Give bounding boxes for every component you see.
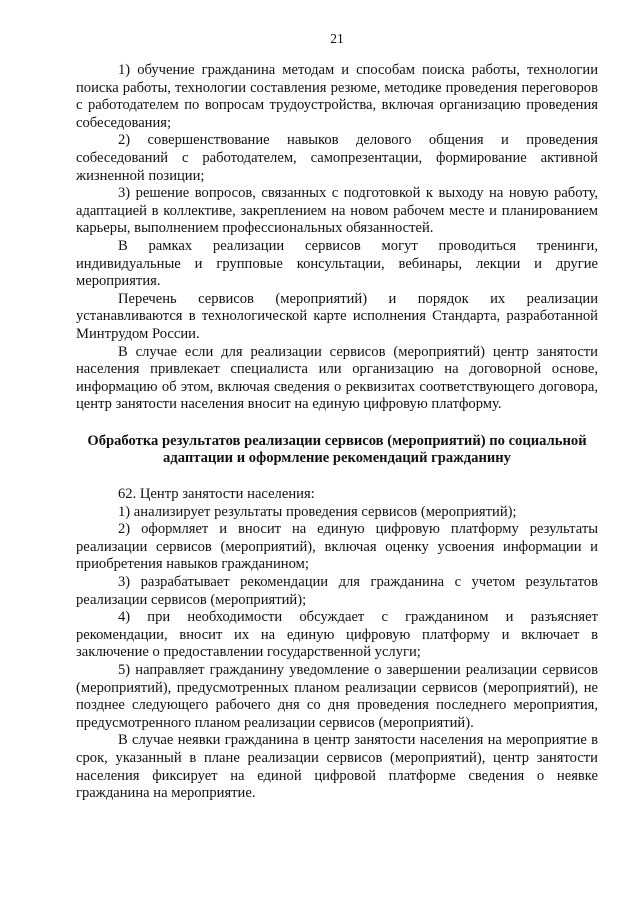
paragraph-trainings: В рамках реализации сервисов могут проводиться тренинги, индивидуальные и групповые консультации, вебинары, лекции и другие мероприятия. — [76, 237, 598, 290]
section-heading: Обработка результатов реализации сервисов (мероприятий) по социальной адаптации и оформление рекомендаций гражданину — [87, 432, 587, 467]
paragraph-item-1: 1) обучение гражданина методам и способам поиска работы, технологии поиска работы, технологии составления резюме, методике проведения переговоров с работодателем по вопросам трудоустройства, включая организацию проведения собеседования; — [76, 62, 598, 131]
paragraph-item-2: 2) совершенствование навыков делового общения и проведения собеседований с работодателем, самопрезентации, формирование активной жизненной позиции; — [76, 132, 598, 184]
paragraph-services-list: Перечень сервисов (мероприятий) и порядок их реализации устанавливаются в технологической карте исполнения Стандарта, разработанной Минтрудом России. — [76, 290, 598, 342]
paragraph-62-3: 3) разрабатывает рекомендации для гражданина с учетом результатов реализации сервисов (мероприятий); — [76, 574, 598, 608]
page-number: 21 — [330, 31, 344, 46]
paragraph-contractor: В случае если для реализации сервисов (мероприятий) центр занятости населения привлекает специалиста или организацию на договорной основе, информацию об этом, включая сведения о реквизитах соответствующего договора, центр занятости населения вносит на единую цифровую платформу. — [76, 343, 598, 413]
paragraph-62-1: 1) анализирует результаты проведения сервисов (мероприятий); — [118, 503, 517, 520]
paragraph-no-show: В случае неявки гражданина в центр занятости населения на мероприятие в срок, указанный в плане реализации сервисов (мероприятий), центр занятости населения фиксирует на единой цифровой платформе сведения о неявке гражданина на мероприятие. — [76, 732, 598, 802]
paragraph-62-2: 2) оформляет и вносит на единую цифровую платформу результаты реализации сервисов (мероприятий), включая оценку усвоения информации и приобретения навыков гражданином; — [76, 521, 598, 573]
paragraph-62: 62. Центр занятости населения: — [118, 486, 315, 503]
paragraph-62-5: 5) направляет гражданину уведомление о завершении реализации сервисов (мероприятий), предусмотренных планом реализации сервисов (мероприятий), не позднее следующего рабочего дня со дня проведения последнего мероприятия, предусмотренного планом реализации сервисов (мероприятий). — [76, 662, 598, 731]
paragraph-62-4: 4) при необходимости обсуждает с гражданином и разъясняет рекомендации, вносит их на единую цифровую платформу и включает в заключение о предоставлении государственной услуги; — [76, 609, 598, 661]
paragraph-item-3: 3) решение вопросов, связанных с подготовкой к выходу на новую работу, адаптацией в коллективе, закреплением на новом рабочем месте и планированием карьеры, выполнением профессиональных обязанностей. — [76, 185, 598, 237]
